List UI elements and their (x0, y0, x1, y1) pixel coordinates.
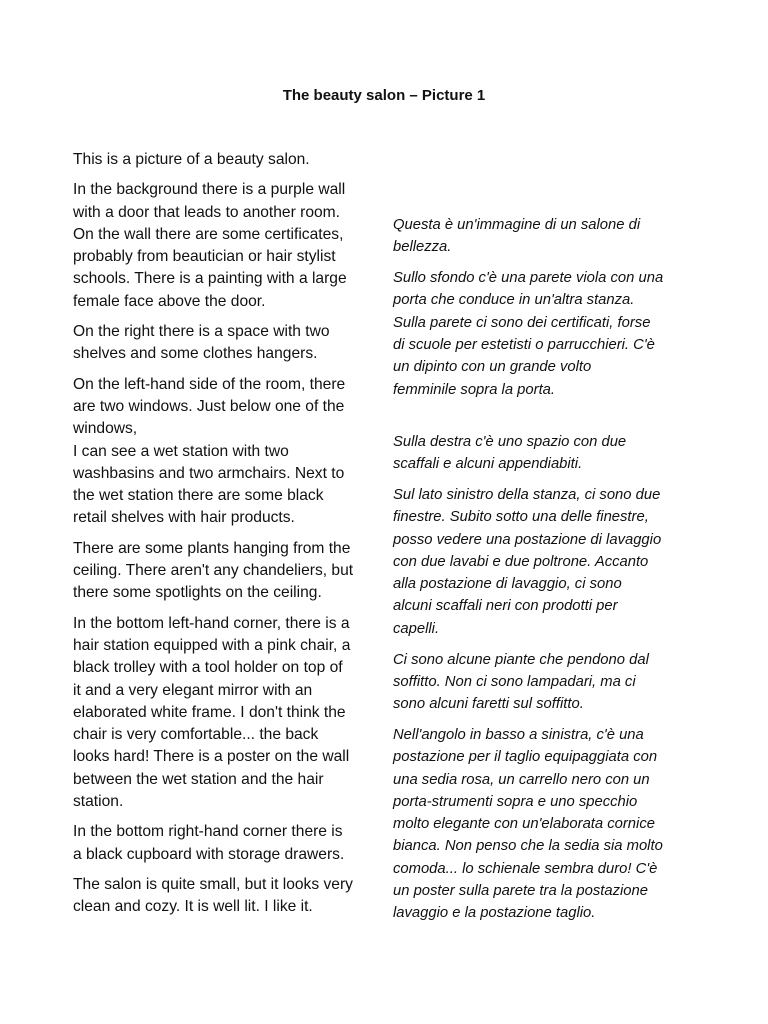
italian-text-line: un dipinto con un grande volto (393, 359, 592, 376)
english-text-line: schools. There is a painting with a large (73, 270, 347, 288)
english-text-line: probably from beautician or hair stylist (73, 248, 336, 266)
italian-paragraph (393, 724, 703, 925)
italian-text-line: Sulla parete ci sono dei certificati, forse (393, 314, 651, 331)
english-paragraph (73, 538, 378, 605)
italian-text-line: sono alcuni faretti sul soffitto. (393, 696, 584, 713)
english-text-line: chair is very comfortable... the back (73, 726, 319, 744)
italian-text-line: capelli. (393, 620, 440, 637)
english-text-line: hair station equipped with a pink chair, a (73, 636, 351, 654)
english-text-line: There are some plants hanging from the (73, 539, 351, 557)
italian-text-line: porta che conduce in un'altra stanza. (393, 292, 635, 309)
italian-text-line: una sedia rosa, un carrello nero con un (393, 771, 650, 788)
english-paragraph (73, 179, 378, 313)
english-paragraph (73, 821, 378, 866)
english-text-line: washbasins and two armchairs. Next to (73, 464, 345, 482)
english-paragraph (73, 374, 378, 530)
english-paragraph (73, 874, 378, 919)
english-text-line: a black cupboard with storage drawers. (73, 845, 345, 863)
italian-text-line: Nell'angolo in basso a sinistra, c'è una (393, 726, 644, 743)
italian-text-line: porta-strumenti sopra e uno specchio (393, 793, 638, 810)
italian-text-line: bianca. Non penso che la sedia sia molto (393, 838, 663, 855)
english-text-line: station. (73, 793, 124, 811)
italian-text-line: finestre. Subito sotto una delle finestre, (393, 509, 649, 526)
english-text-column (73, 149, 378, 927)
english-paragraph (73, 321, 378, 366)
italian-text-line: postazione per il taglio equipaggiata con (393, 749, 658, 766)
italian-text-line: Ci sono alcune piante che pendono dal (393, 651, 649, 668)
italian-text-line: scaffali e alcuni appendiabiti. (393, 456, 583, 473)
italian-text-line: un poster sulla parete tra la postazione (393, 883, 648, 900)
page-title: The beauty salon – Picture 1 (282, 87, 486, 104)
english-text-line: looks hard! There is a poster on the wall (73, 748, 350, 766)
italian-paragraph (393, 214, 703, 259)
english-text-line: In the background there is a purple wall (73, 181, 346, 199)
english-paragraph (73, 149, 378, 171)
english-text-line: ceiling. There aren't any chandeliers, but (73, 562, 354, 580)
italian-text-line: molto elegante con un'elaborata cornice (393, 816, 655, 833)
italian-text-line: alla postazione di lavaggio, ci sono (393, 576, 622, 593)
italian-text-line: bellezza. (393, 239, 452, 256)
english-text-line: In the bottom right-hand corner there is (73, 823, 343, 841)
english-text-line: the wet station there are some black (73, 487, 324, 505)
english-text-line: In the bottom left-hand corner, there is a (73, 614, 350, 632)
english-text-line: between the wet station and the hair (73, 770, 324, 788)
english-text-line: windows, (73, 420, 138, 438)
english-text-line: On the right there is a space with two (73, 323, 330, 341)
english-text-line: it and a very elegant mirror with an (73, 681, 313, 699)
english-text-line: The salon is quite small, but it looks very (73, 875, 353, 893)
english-text-line: On the left-hand side of the room, there (73, 375, 346, 393)
italian-text-line: Questa è un'immagine di un salone di (393, 217, 641, 233)
english-text-line: elaborated white frame. I don't think the (73, 703, 346, 721)
english-text-line: female face above the door. (73, 292, 266, 310)
italian-text-line: soffitto. Non ci sono lampadari, ma ci (393, 673, 636, 690)
italian-text-line: posso vedere una postazione di lavaggio (393, 531, 662, 548)
italian-text-line: Sul lato sinistro della stanza, ci sono due (393, 486, 661, 503)
italian-paragraph (393, 484, 703, 640)
italian-text-line: di scuole per estetisti o parrucchieri. C'è (393, 336, 655, 353)
italian-text-line: Sulla destra c'è uno spazio con due (393, 433, 627, 450)
english-text-line: retail shelves with hair products. (73, 509, 295, 527)
english-text-line: black trolley with a tool holder on top of (73, 659, 343, 677)
italian-paragraph (393, 649, 703, 716)
italian-text-line: Sullo sfondo c'è una parete viola con una (393, 270, 664, 287)
english-text-line: shelves and some clothes hangers. (73, 345, 318, 363)
italian-text-line: lavaggio e la postazione taglio. (393, 905, 596, 922)
english-text-line: This is a picture of a beauty salon. (73, 151, 310, 168)
italian-paragraph (393, 431, 703, 476)
english-text-line: are two windows. Just below one of the (73, 397, 345, 415)
italian-text-line: alcuni scaffali neri con prodotti per (393, 598, 618, 615)
italian-text-line: comoda... lo schienale sembra duro! C'è (393, 860, 658, 877)
italian-text-line: con due lavabi e due poltrone. Accanto (393, 553, 649, 570)
italian-text-column (393, 214, 703, 933)
english-paragraph (73, 613, 378, 814)
english-text-line: On the wall there are some certificates, (73, 225, 344, 243)
english-text-line: there some spotlights on the ceiling. (73, 584, 322, 602)
english-text-line: clean and cozy. It is well lit. I like it. (73, 898, 313, 916)
italian-text-line: femminile sopra la porta. (393, 381, 556, 398)
english-text-line: I can see a wet station with two (73, 442, 289, 460)
italian-paragraph (393, 267, 703, 401)
english-text-line: with a door that leads to another room. (73, 203, 340, 221)
